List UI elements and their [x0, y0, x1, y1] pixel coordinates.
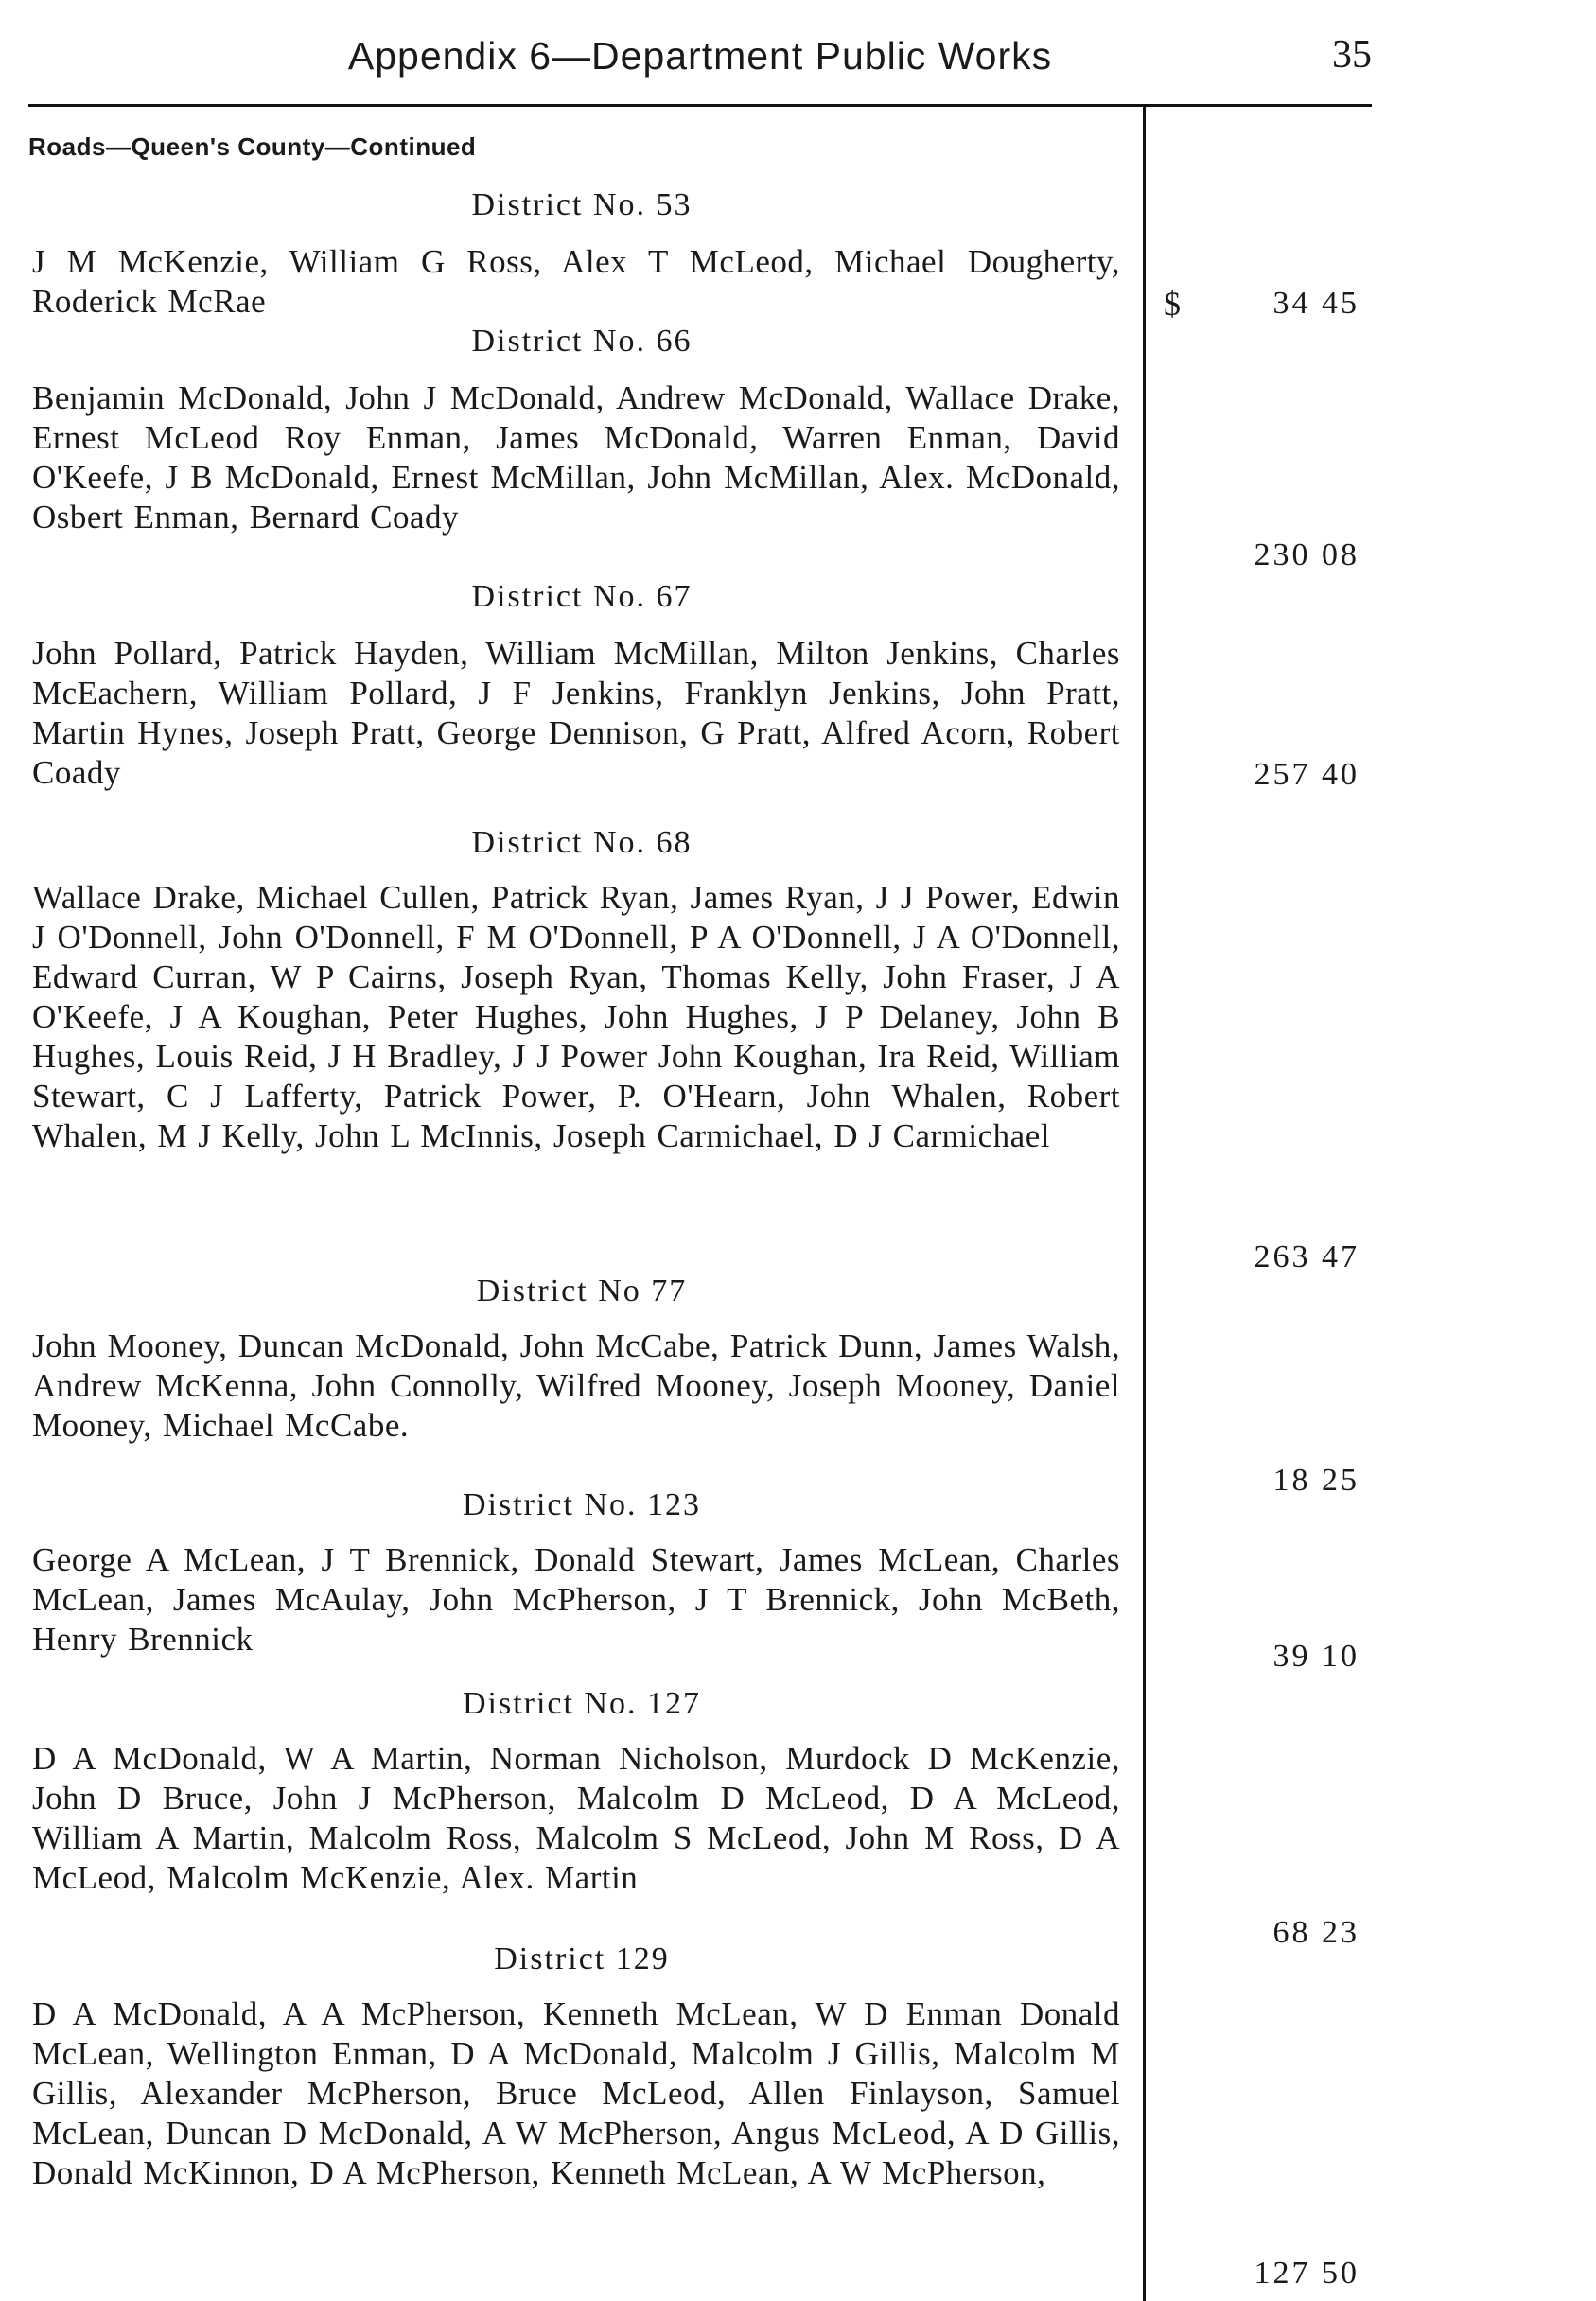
district-amount: 127 50	[1254, 2256, 1359, 2291]
district-heading: District No 77	[476, 1273, 688, 1309]
district-amount: 18 25	[1272, 1463, 1359, 1498]
district-amount: 230 08	[1254, 537, 1359, 572]
district-names: Wallace Drake, Michael Cullen, Patrick Ryan, James Ryan, J J Power, Edwin J O'Donnell, John O'Donnell, F M O'Donnell, P A O'Donnell, J A O'Donnell, Edward Curran, W P Cairns, Joseph Ryan, Thomas Kelly, John Fraser, J A O'Keefe, J A Koughan, Peter Hughes, John Hughes, J P Delaney, John B Hughes, Louis Reid, J H Bradley, J J Power John Koughan, Ira Reid, William Stewart, C J Lafferty, Patrick Power, P. O'Hearn, John Whalen, Robert Whalen, M J Kelly, John L McInnis, Joseph Carmichael, D J Carmichael	[32, 879, 1120, 1154]
section-title: Roads—Queen's County—Continued	[28, 132, 477, 161]
page-number: 35	[1332, 33, 1372, 77]
district-amount: 68 23	[1272, 1915, 1359, 1950]
page-header	[28, 26, 1372, 102]
district-amount: 39 10	[1272, 1639, 1359, 1674]
district-names: John Mooney, Duncan McDonald, John McCabe, Patrick Dunn, James Walsh, Andrew McKenna, John Connolly, Wilfred Mooney, Joseph Mooney, Daniel Mooney, Michael McCabe.	[32, 1327, 1120, 1444]
district-names: D A McDonald, W A Martin, Norman Nicholson, Murdock D McKenzie, John D Bruce, John J McPherson, Malcolm D McLeod, D A McLeod, William A Martin, Malcolm Ross, Malcolm S McLeod, John M Ross, D A McLeod, Malcolm McKenzie, Alex. Martin	[32, 1740, 1120, 1896]
district-amount: 257 40	[1254, 757, 1359, 792]
district-amount: 263 47	[1254, 1239, 1359, 1274]
district-heading: District 129	[494, 1941, 670, 1976]
district-amount: 34 45	[1272, 286, 1359, 321]
district-names: J M McKenzie, William G Ross, Alex T McLeod, Michael Dougherty, Roderick McRae	[32, 243, 1120, 320]
district-names: D A McDonald, A A McPherson, Kenneth McLean, W D Enman Donald McLean, Wellington Enman, D A McDonald, Malcolm J Gillis, Malcolm M Gillis, Alexander McPherson, Bruce McLeod, Allen Finlayson, Samuel McLean, Duncan D McDonald, A W McPherson, Angus McLeod, A D Gillis, Donald McKinnon, D A McPherson, Kenneth McLean, A W McPherson,	[32, 1995, 1120, 2191]
header-rule	[28, 104, 1372, 107]
running-head: Appendix 6—Department Public Works	[347, 34, 1053, 78]
district-heading: District No. 68	[471, 825, 693, 860]
district-heading: District No. 66	[471, 324, 693, 359]
district-heading: District No. 123	[462, 1487, 702, 1522]
district-heading: District No. 127	[462, 1686, 702, 1721]
district-heading: District No. 53	[471, 187, 693, 222]
currency-symbol: $	[1164, 285, 1181, 323]
district-names: John Pollard, Patrick Hayden, William McMillan, Milton Jenkins, Charles McEachern, William Pollard, J F Jenkins, Franklyn Jenkins, John Pratt, Martin Hynes, Joseph Pratt, George Dennison, G Pratt, Alfred Acorn, Robert Coady	[32, 635, 1120, 791]
district-names: Benjamin McDonald, John J McDonald, Andrew McDonald, Wallace Drake, Ernest McLeod Roy Enman, James McDonald, Warren Enman, David O'Keefe, J B McDonald, Ernest McMillan, John McMillan, Alex. McDonald, Osbert Enman, Bernard Coady	[32, 379, 1120, 536]
district-heading: District No. 67	[471, 579, 693, 614]
amount-column-divider	[1143, 106, 1146, 2301]
district-names: George A McLean, J T Brennick, Donald Stewart, James McLean, Charles McLean, James McAulay, John McPherson, J T Brennick, John McBeth, Henry Brennick	[32, 1541, 1120, 1658]
